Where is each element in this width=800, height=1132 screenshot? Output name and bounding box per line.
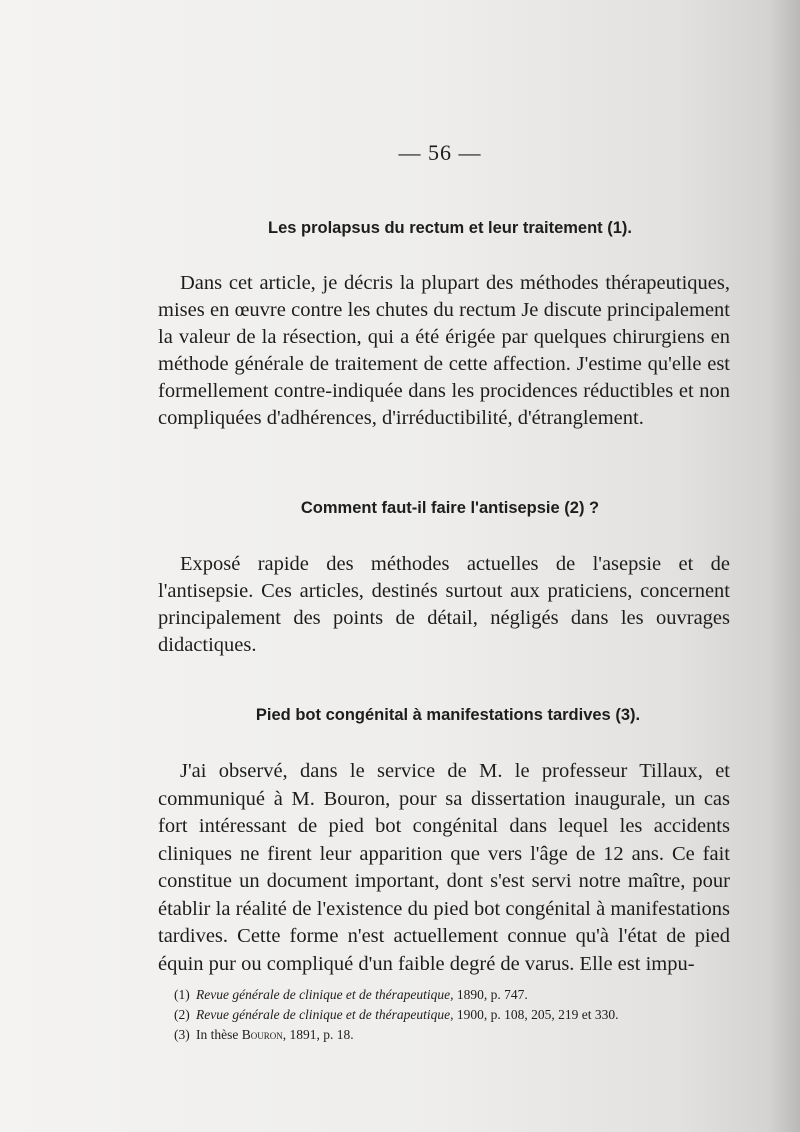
section-title-pied-bot: Pied bot congénital à manifestations tardives (3). [255,706,641,724]
section-body-pied-bot: J'ai observé, dans le service de M. le professeur Tillaux, et communiqué à M. Bouron, pour sa dissertation inaugurale, un cas fort intéressant de pied bot congénital dans lequel les accidents cliniques ne firent leur apparition que vers l'âge de 12 ans. Ce fait constitue un document important, dont s'est servi notre maître, pour établir la réalité de l'existence du pied bot congénital à manifestations tardives. Cette forme n'est actuellement connue qu'à l'état de pied équin pur ou compliqué d'un faible degré de varus. Elle est impu- [158,760,730,975]
footnote-number: (2) [174,1007,190,1022]
footnote-number: (3) [174,1027,190,1042]
footnote-details: 1900, p. 108, 205, 219 et 330. [453,1007,619,1022]
section-body-antisepsie: Exposé rapide des méthodes actuelles de l'asepsie et de l'antisepsie. Ces articles, destinés surtout aux praticiens, concernent principalement des points de détail, négligés dans les ouvrages didactiques. [158,553,730,656]
footnote-1 [174,985,734,1005]
section-body-prolapsus: Dans cet article, je décris la plupart des méthodes thérapeutiques, mises en œuvre contre les chutes du rectum Je discute principalement la valeur de la résection, qui a été érigée par quelques chirurgiens en méthode générale de traitement de cette affection. J'estime qu'elle est formellement contre-indiquée dans les procidences réductibles et non compliquées d'adhérences, d'irréductibilité, d'étranglement. [158,272,730,429]
section-title-antisepsie: Comment faut-il faire l'antisepsie (2) ? [300,499,600,517]
footnote-source: Revue générale de clinique et de thérapeutique, [196,1007,454,1022]
page-edge-shadow [768,0,800,1132]
section-title-prolapsus: Les prolapsus du rectum et leur traitement (1). [268,219,632,237]
footnote-number: (1) [174,987,190,1002]
footnotes [174,985,734,1045]
footnote-2 [174,1005,734,1025]
footnote-author: Bouron [241,1027,283,1042]
footnote-source: Revue générale de clinique et de thérapeutique, [196,987,454,1002]
footnote-3 [174,1025,734,1045]
footnote-prefix: In thèse [196,1027,242,1042]
footnote-details: , 1891, p. 18. [282,1027,354,1042]
footnote-details: 1890, p. 747. [453,987,528,1002]
page-number: — 56 — [398,140,482,165]
